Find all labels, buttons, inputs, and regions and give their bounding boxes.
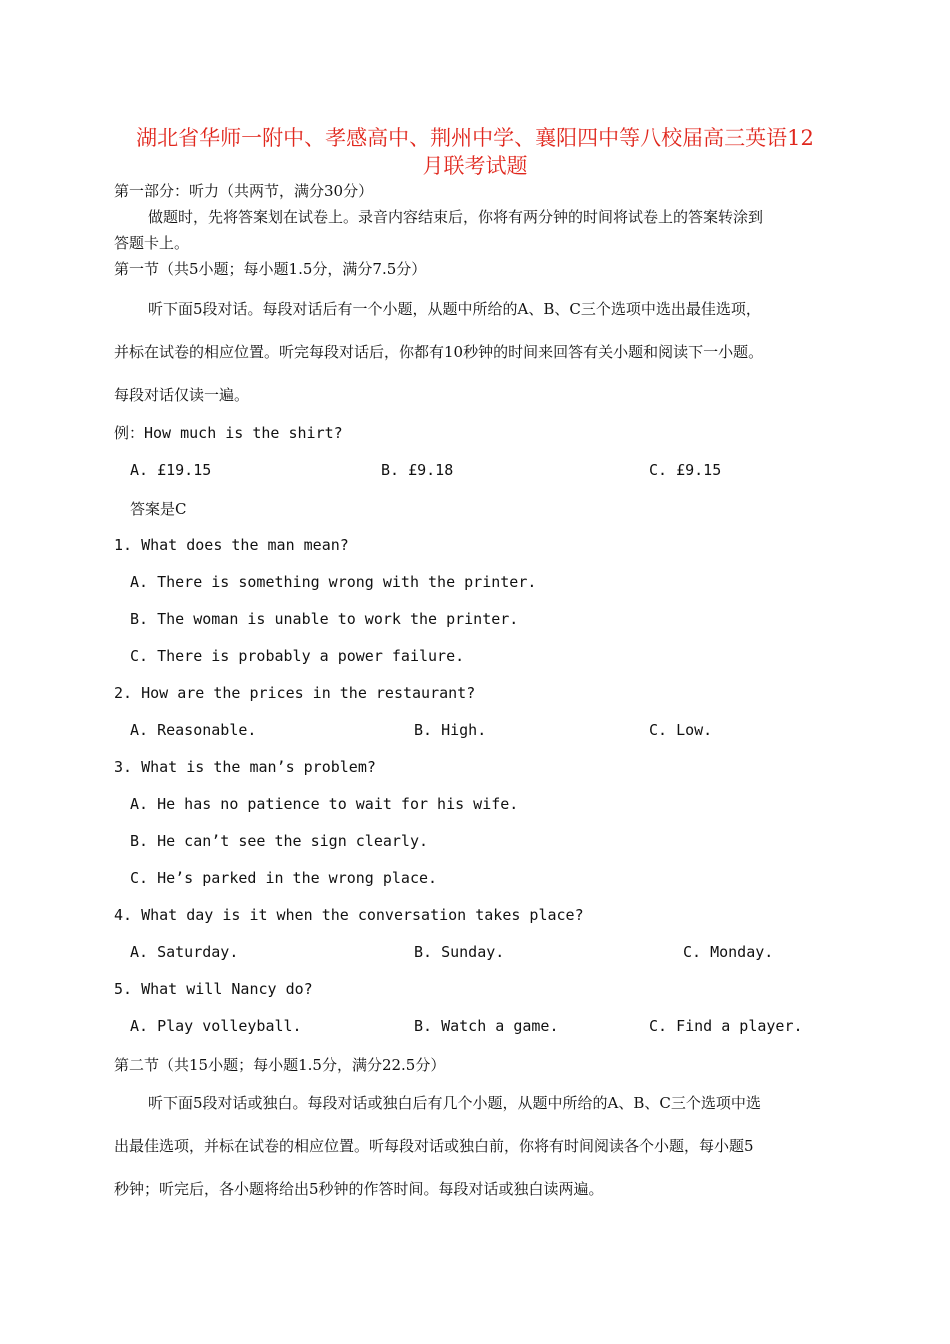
- question-2-option-a: A. Reasonable.: [130, 721, 257, 739]
- section2-directions-line-3: 秒钟；听完后，各小题将给出5秒钟的作答时间。每段对话或独白读两遍。: [114, 1180, 604, 1198]
- title-line-1: 湖北省华师一附中、孝感高中、荆州中学、襄阳四中等八校届高三英语12: [136, 126, 814, 150]
- title-line-2: 月联考试题: [422, 154, 528, 178]
- question-4-option-a: A. Saturday.: [130, 943, 239, 961]
- question-4-option-c: C. Monday.: [683, 943, 774, 961]
- part1-instruction-line-2: 答题卡上。: [114, 234, 190, 252]
- question-4: 4. What day is it when the conversation takes place?: [114, 906, 584, 924]
- section2-directions-line-2: 出最佳选项，并标在试卷的相应位置。听每段对话或独白前，你将有时间阅读各个小题，每小题5: [114, 1137, 754, 1155]
- document-title: [100, 124, 850, 180]
- example-option-a: A. £19.15: [130, 461, 212, 479]
- section1-directions-line-1: 听下面5段对话。每段对话后有一个小题，从题中所给的A、B、C三个选项中选出最佳选项，: [148, 300, 761, 318]
- section1-directions-line-3: 每段对话仅读一遍。: [114, 386, 250, 404]
- question-5: 5. What will Nancy do?: [114, 980, 313, 998]
- example-option-c: C. £9.15: [649, 461, 722, 479]
- question-5-option-c: C. Find a player.: [649, 1017, 803, 1035]
- question-1-option-b: B. The woman is unable to work the printer.: [130, 610, 519, 628]
- example-option-b: B. £9.18: [381, 461, 454, 479]
- question-3-option-b: B. He can’t see the sign clearly.: [130, 832, 429, 850]
- question-2: 2. How are the prices in the restaurant?: [114, 684, 476, 702]
- question-2-option-c: C. Low.: [649, 721, 713, 739]
- section2-heading: 第二节（共15小题；每小题1.5分，满分22.5分）: [114, 1056, 446, 1074]
- section2-directions-line-1: 听下面5段对话或独白。每段对话或独白后有几个小题，从题中所给的A、B、C三个选项中选: [148, 1094, 761, 1112]
- question-3-option-c: C. He’s parked in the wrong place.: [130, 869, 438, 887]
- example-question: 例：How much is the shirt?: [114, 424, 343, 442]
- question-1-option-c: C. There is probably a power failure.: [130, 647, 465, 665]
- question-4-option-b: B. Sunday.: [414, 943, 505, 961]
- part1-heading: 第一部分：听力（共两节，满分30分）: [114, 182, 374, 200]
- question-1-option-a: A. There is something wrong with the printer.: [130, 573, 537, 591]
- question-5-option-b: B. Watch a game.: [414, 1017, 559, 1035]
- question-2-option-b: B. High.: [414, 721, 487, 739]
- question-1: 1. What does the man mean?: [114, 536, 349, 554]
- example-answer: 答案是C: [130, 500, 187, 518]
- question-3: 3. What is the man’s problem?: [114, 758, 376, 776]
- question-5-option-a: A. Play volleyball.: [130, 1017, 302, 1035]
- question-3-option-a: A. He has no patience to wait for his wife.: [130, 795, 519, 813]
- part1-instruction-line-1: 做题时，先将答案划在试卷上。录音内容结束后，你将有两分钟的时间将试卷上的答案转涂到: [148, 208, 764, 226]
- section1-heading: 第一节（共5小题；每小题1.5分，满分7.5分）: [114, 260, 427, 278]
- section1-directions-line-2: 并标在试卷的相应位置。听完每段对话后，你都有10秒钟的时间来回答有关小题和阅读下一小题。: [114, 343, 764, 361]
